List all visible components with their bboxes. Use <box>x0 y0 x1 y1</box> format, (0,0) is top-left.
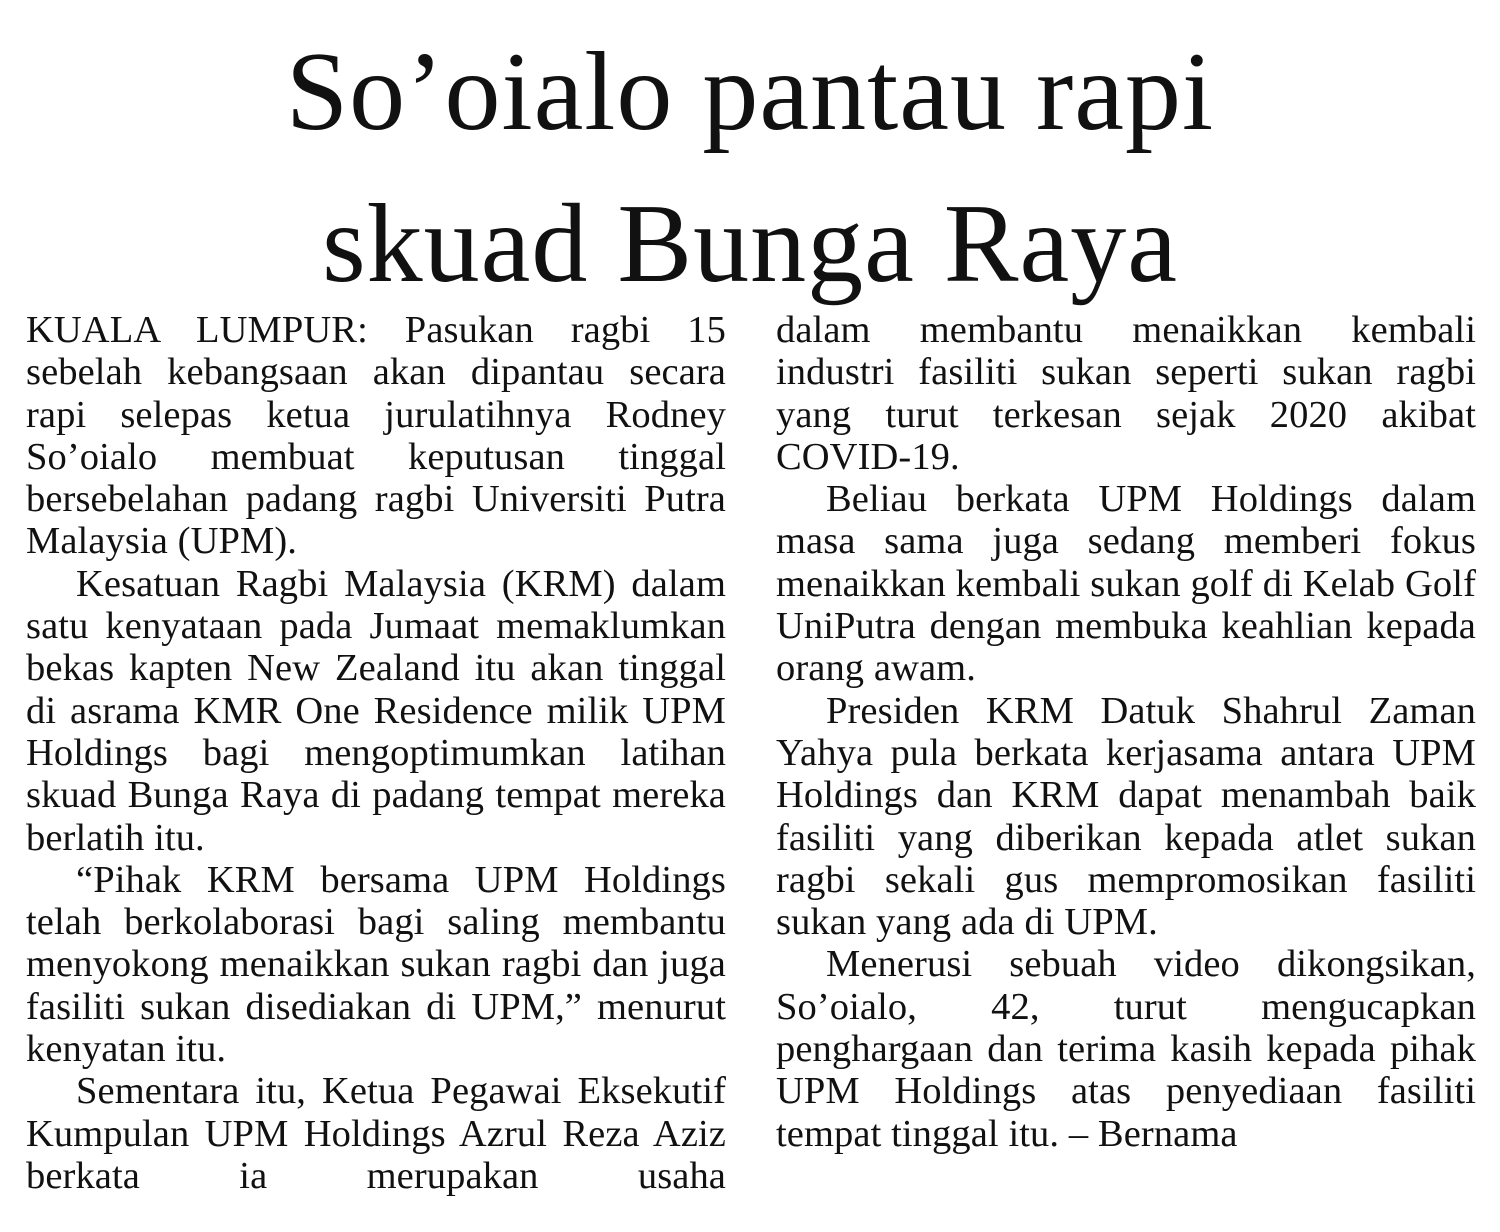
paragraph-continued: dalam membantu menaikkan kembali industri fasiliti sukan seperti sukan ragbi yang turut terkesan sejak 2020 akibat COVID-19. <box>776 309 1476 478</box>
paragraph-closing: Menerusi sebuah video dikongsikan, So’oialo, 42, turut mengucapkan penghargaan dan terima kasih kepada pihak UPM Holdings atas penyediaan fasiliti tempat tinggal itu. – Bernama <box>776 943 1476 1155</box>
paragraph-dateline: KUALA LUMPUR: Pasukan ragbi 15 sebelah kebangsaan akan dipantau secara rapi selepas ketua jurulatihnya Rodney So’oialo membuat keputusan tinggal bersebelahan padang ragbi Universiti Putra Malaysia (UPM). <box>26 309 726 563</box>
paragraph-quote: “Pihak KRM bersama UPM Holdings telah berkolaborasi bagi saling membantu menyokong menaikkan sukan ragbi dan juga fasiliti sukan disediakan di UPM,” menurut kenyatan itu. <box>26 858 726 1071</box>
headline-line-1: So’oialo pantau rapi <box>285 30 1215 154</box>
paragraph: Sementara itu, Ketua Pegawai Eksekutif Kumpulan UPM Holdings Azrul Reza Aziz berkata ia merupakan usaha <box>26 1070 726 1197</box>
paragraph: Beliau berkata UPM Holdings dalam masa sama juga sedang memberi fokus menaikkan kembali sukan golf di Kelab Golf UniPutra dengan membuka keahlian kepada orang awam. <box>776 478 1476 690</box>
headline-line-2: skuad Bunga Raya <box>322 182 1178 306</box>
article-column-right <box>776 309 1476 1155</box>
paragraph: Kesatuan Ragbi Malaysia (KRM) dalam satu kenyataan pada Jumaat memaklumkan bekas kapten New Zealand itu akan tinggal di asrama KMR One Residence milik UPM Holdings bagi mengoptimumkan latihan skuad Bunga Raya di padang tempat mereka berlatih itu. <box>26 562 726 859</box>
article-column-left <box>26 309 726 1197</box>
paragraph: Presiden KRM Datuk Shahrul Zaman Yahya pula berkata kerjasama antara UPM Holdings dan KRM dapat menambah baik fasiliti yang diberikan kepada atlet sukan ragbi sekali gus mempromosikan fasiliti sukan yang ada di UPM. <box>776 689 1476 944</box>
headline <box>0 16 1500 320</box>
